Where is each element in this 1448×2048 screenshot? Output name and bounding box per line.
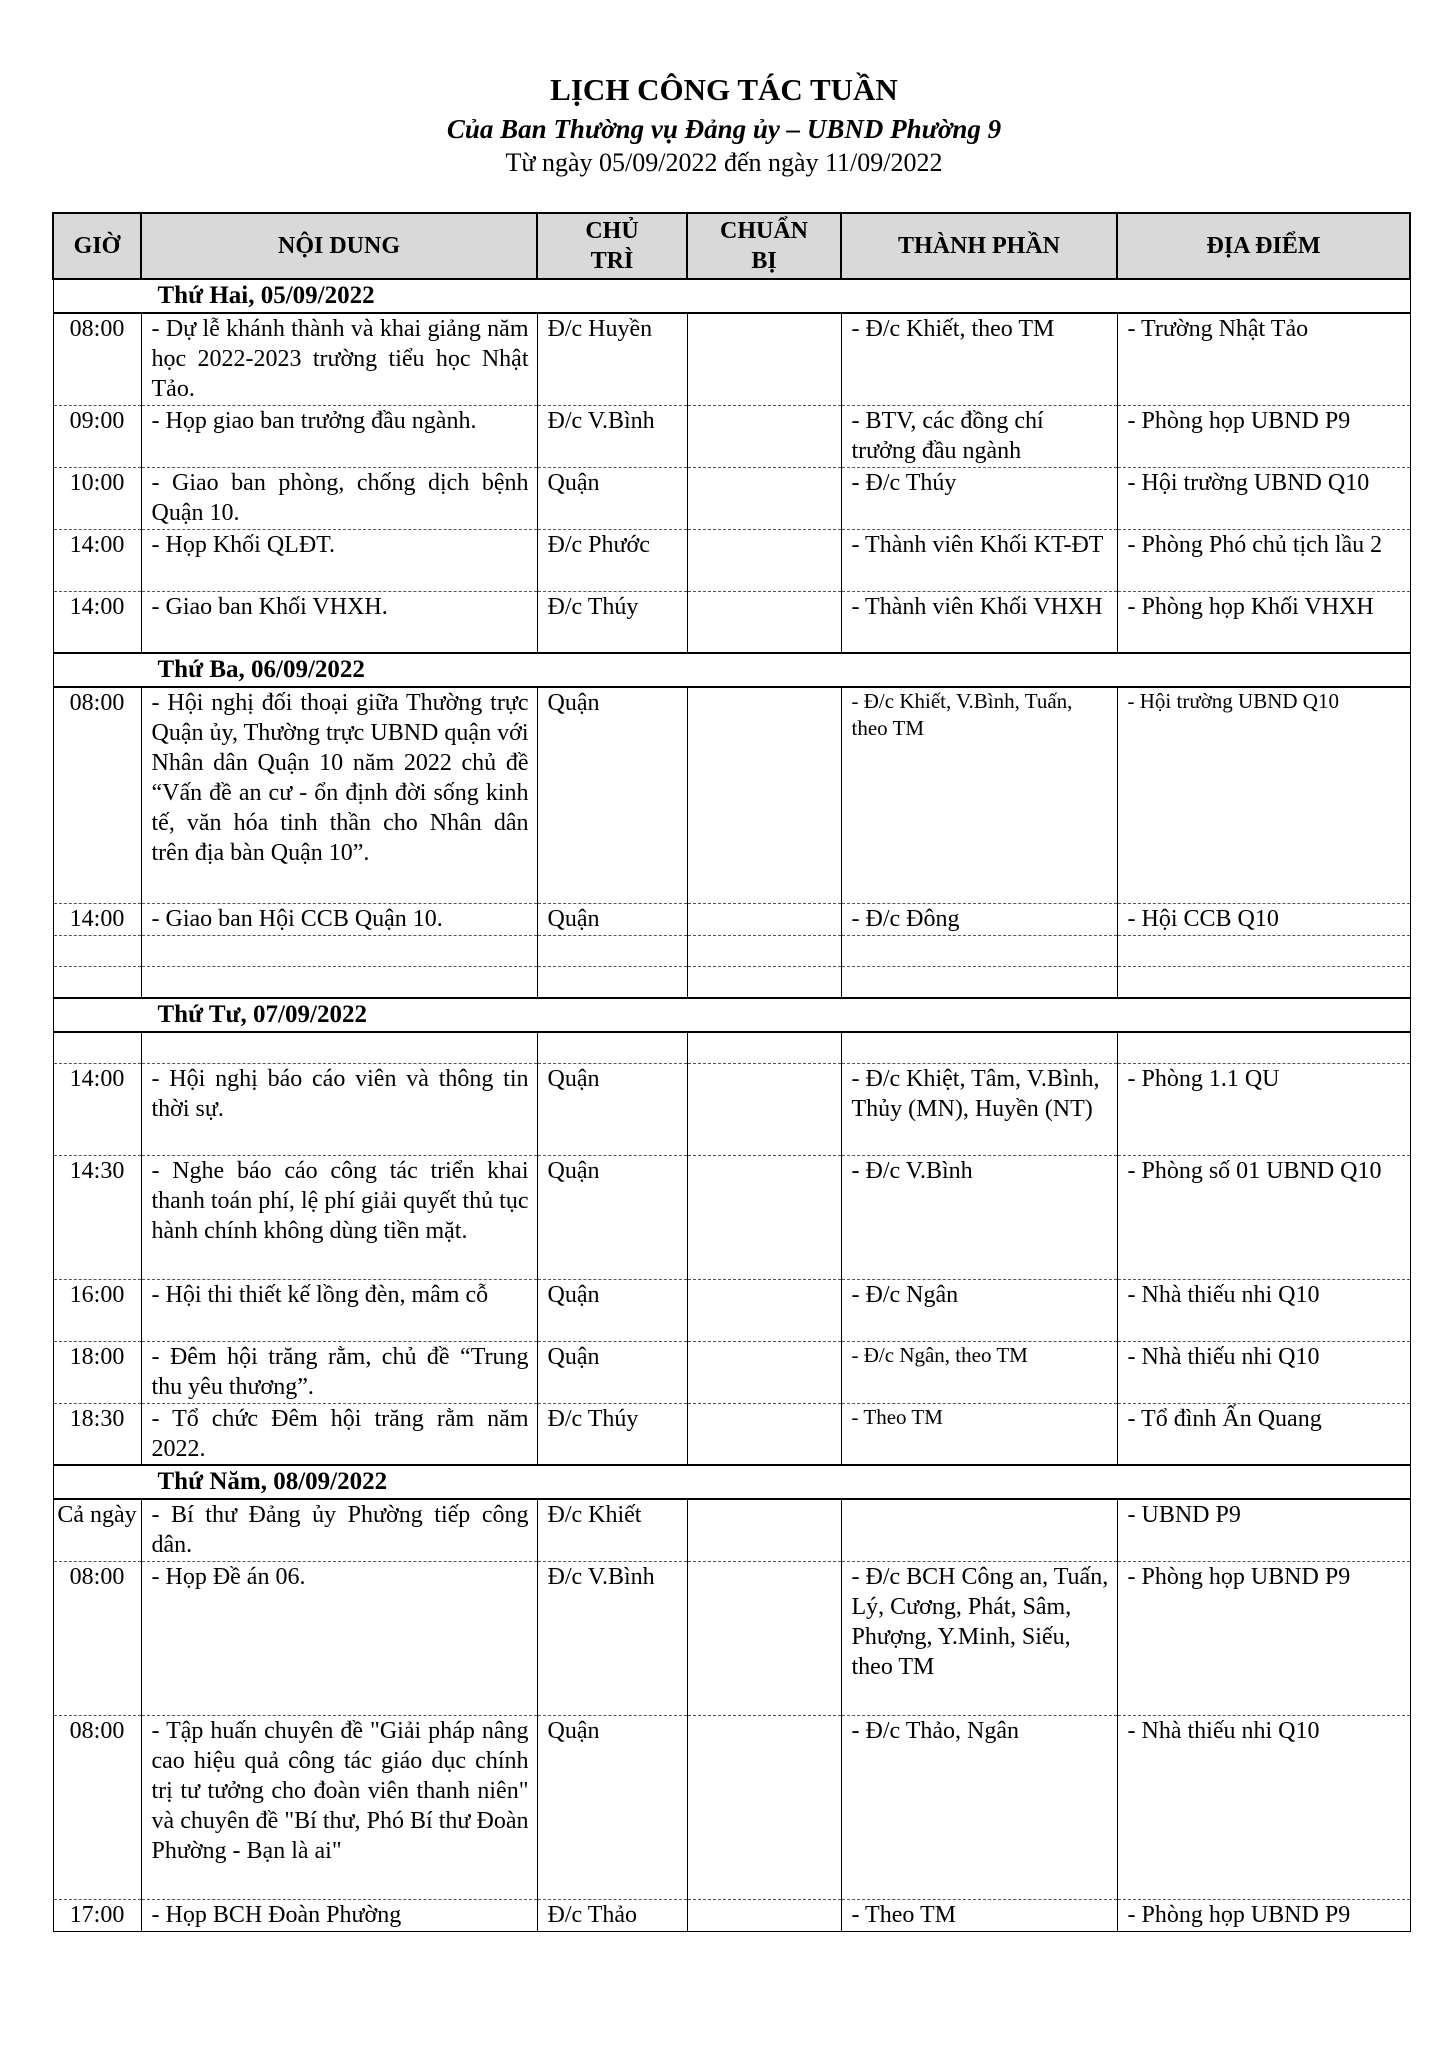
event-chair: Quận [537, 1155, 687, 1279]
event-row [53, 529, 1410, 591]
event-row [53, 1403, 1410, 1465]
col-header-prepare [687, 213, 841, 279]
day-row-monday [53, 279, 1410, 313]
day-label: Thứ Ba, 06/09/2022 [53, 653, 1410, 687]
event-content: - Tập huấn chuyên đề "Giải pháp nâng cao hiệu quả công tác giáo dục chính trị tư tưởng cho đoàn viên thanh niên" và chuyên đề "Bí thư, Phó Bí thư Đoàn Phường - Bạn là ai" [141, 1715, 537, 1899]
event-participants: - Đ/c Khiết, V.Bình, Tuấn, theo TM [841, 687, 1117, 903]
event-time: 14:00 [53, 591, 141, 653]
event-row [53, 1499, 1410, 1561]
event-location: - Phòng họp Khối VHXH [1117, 591, 1410, 653]
event-prepare [687, 1499, 841, 1561]
event-participants: - Đ/c V.Bình [841, 1155, 1117, 1279]
event-prepare [687, 1403, 841, 1465]
document-title: LỊCH CÔNG TÁC TUẦN [550, 72, 898, 107]
day-label: Thứ Năm, 08/09/2022 [53, 1465, 1410, 1499]
empty-row [53, 935, 1410, 966]
event-participants: - Đ/c Ngân, theo TM [841, 1341, 1117, 1403]
event-content: - Họp BCH Đoàn Phường [141, 1899, 537, 1931]
event-location: - Nhà thiếu nhi Q10 [1117, 1341, 1410, 1403]
event-location: - Hội CCB Q10 [1117, 903, 1410, 935]
col-header-participants: THÀNH PHẦN [841, 213, 1117, 279]
event-prepare [687, 405, 841, 467]
event-location: - Phòng họp UBND P9 [1117, 1899, 1410, 1931]
event-location: - UBND P9 [1117, 1499, 1410, 1561]
event-participants: - Đ/c BCH Công an, Tuấn, Lý, Cương, Phát, Sâm, Phượng, Y.Minh, Siếu, theo TM [841, 1561, 1117, 1715]
event-row [53, 687, 1410, 903]
event-time: 14:00 [53, 903, 141, 935]
event-chair: Quận [537, 687, 687, 903]
event-chair: Đ/c Khiết [537, 1499, 687, 1561]
event-prepare [687, 1279, 841, 1341]
event-participants: - BTV, các đồng chí trưởng đầu ngành [841, 405, 1117, 467]
event-row [53, 1155, 1410, 1279]
event-row [53, 1899, 1410, 1931]
event-row [53, 1341, 1410, 1403]
event-time: 18:30 [53, 1403, 141, 1465]
col-header-prepare-line1: CHUẨN [720, 218, 808, 244]
event-prepare [687, 313, 841, 405]
event-chair: Đ/c Huyền [537, 313, 687, 405]
event-content: - Nghe báo cáo công tác triển khai thanh toán phí, lệ phí giải quyết thủ tục hành chính không dùng tiền mặt. [141, 1155, 537, 1279]
event-content: - Họp Đề án 06. [141, 1561, 537, 1715]
event-chair: Đ/c Phước [537, 529, 687, 591]
event-row [53, 467, 1410, 529]
event-content: - Hội thi thiết kế lồng đèn, mâm cỗ [141, 1279, 537, 1341]
event-prepare [687, 1155, 841, 1279]
event-participants: - Theo TM [841, 1403, 1117, 1465]
event-row [53, 1063, 1410, 1155]
event-time: 08:00 [53, 1715, 141, 1899]
event-time: 08:00 [53, 313, 141, 405]
event-location: - Phòng 1.1 QU [1117, 1063, 1410, 1155]
event-row [53, 903, 1410, 935]
event-participants: - Đ/c Thúy [841, 467, 1117, 529]
event-time: 09:00 [53, 405, 141, 467]
event-participants [841, 1499, 1117, 1561]
event-time: 17:00 [53, 1899, 141, 1931]
event-location: - Hội trường UBND Q10 [1117, 467, 1410, 529]
event-time: 14:30 [53, 1155, 141, 1279]
event-chair: Quận [537, 467, 687, 529]
event-row [53, 313, 1410, 405]
event-row [53, 1715, 1410, 1899]
event-participants: - Thành viên Khối KT-ĐT [841, 529, 1117, 591]
event-participants: - Đ/c Khiệt, Tâm, V.Bình, Thủy (MN), Huyền (NT) [841, 1063, 1117, 1155]
event-location: - Phòng họp UBND P9 [1117, 405, 1410, 467]
col-header-prepare-line2: BỊ [751, 248, 777, 274]
event-content: - Tổ chức Đêm hội trăng rằm năm 2022. [141, 1403, 537, 1465]
event-location: - Hội trường UBND Q10 [1117, 687, 1410, 903]
event-location: - Tổ đình Ấn Quang [1117, 1403, 1410, 1465]
event-time: 14:00 [53, 529, 141, 591]
event-time: Cả ngày [53, 1499, 141, 1561]
col-header-location: ĐỊA ĐIỂM [1117, 213, 1410, 279]
event-chair: Đ/c V.Bình [537, 1561, 687, 1715]
event-time: 08:00 [53, 687, 141, 903]
event-location: - Nhà thiếu nhi Q10 [1117, 1715, 1410, 1899]
event-row [53, 591, 1410, 653]
event-chair: Quận [537, 903, 687, 935]
event-chair: Đ/c Thảo [537, 1899, 687, 1931]
event-location: - Phòng Phó chủ tịch lầu 2 [1117, 529, 1410, 591]
day-row-wednesday [53, 998, 1410, 1032]
col-header-chair-line1: CHỦ [585, 218, 639, 244]
event-participants: - Đ/c Ngân [841, 1279, 1117, 1341]
col-header-chair-line2: TRÌ [590, 248, 634, 274]
col-header-content: NỘI DUNG [141, 213, 537, 279]
event-content: - Dự lễ khánh thành và khai giảng năm học 2022-2023 trường tiểu học Nhật Tảo. [141, 313, 537, 405]
event-prepare [687, 1561, 841, 1715]
event-chair: Đ/c Thúy [537, 591, 687, 653]
event-content: - Hội nghị báo cáo viên và thông tin thời sự. [141, 1063, 537, 1155]
event-row [53, 405, 1410, 467]
event-prepare [687, 1063, 841, 1155]
schedule-table [52, 212, 1411, 1932]
event-content: - Giao ban Khối VHXH. [141, 591, 537, 653]
table-header-row [53, 213, 1410, 279]
event-participants: - Đ/c Đông [841, 903, 1117, 935]
event-prepare [687, 687, 841, 903]
event-chair: Quận [537, 1715, 687, 1899]
event-location: - Phòng số 01 UBND Q10 [1117, 1155, 1410, 1279]
event-prepare [687, 591, 841, 653]
event-row [53, 1561, 1410, 1715]
event-prepare [687, 1899, 841, 1931]
event-time: 10:00 [53, 467, 141, 529]
event-chair: Đ/c Thúy [537, 1403, 687, 1465]
event-content: - Họp giao ban trưởng đầu ngành. [141, 405, 537, 467]
col-header-time: GIỜ [53, 213, 141, 279]
event-participants: - Đ/c Thảo, Ngân [841, 1715, 1117, 1899]
event-prepare [687, 467, 841, 529]
event-chair: Quận [537, 1341, 687, 1403]
event-content: - Bí thư Đảng ủy Phường tiếp công dân. [141, 1499, 537, 1561]
event-participants: - Thành viên Khối VHXH [841, 591, 1117, 653]
event-time: 08:00 [53, 1561, 141, 1715]
event-time: 16:00 [53, 1279, 141, 1341]
event-content: - Hội nghị đối thoại giữa Thường trực Quận ủy, Thường trực UBND quận với Nhân dân Quận 10 năm 2022 chủ đề “Vấn đề an cư - ổn định đời sống kinh tế, văn hóa tinh thần cho Nhân dân trên địa bàn Quận 10”. [141, 687, 537, 903]
event-location: - Nhà thiếu nhi Q10 [1117, 1279, 1410, 1341]
event-row [53, 1279, 1410, 1341]
event-prepare [687, 1715, 841, 1899]
event-chair: Quận [537, 1279, 687, 1341]
event-location: - Trường Nhật Tảo [1117, 313, 1410, 405]
event-prepare [687, 1341, 841, 1403]
empty-row [53, 1032, 1410, 1064]
event-participants: - Đ/c Khiết, theo TM [841, 313, 1117, 405]
document-subtitle: Của Ban Thường vụ Đảng ủy – UBND Phường 9 [446, 114, 1002, 144]
day-row-thursday [53, 1465, 1410, 1499]
event-chair: Quận [537, 1063, 687, 1155]
event-time: 18:00 [53, 1341, 141, 1403]
event-content: - Họp Khối QLĐT. [141, 529, 537, 591]
day-row-tuesday [53, 653, 1410, 687]
event-location: - Phòng họp UBND P9 [1117, 1561, 1410, 1715]
day-label: Thứ Hai, 05/09/2022 [53, 279, 1410, 313]
event-time: 14:00 [53, 1063, 141, 1155]
event-content: - Đêm hội trăng rằm, chủ đề “Trung thu yêu thương”. [141, 1341, 537, 1403]
event-chair: Đ/c V.Bình [537, 405, 687, 467]
col-header-chair [537, 213, 687, 279]
event-content: - Giao ban phòng, chống dịch bệnh Quận 10. [141, 467, 537, 529]
empty-row [53, 966, 1410, 998]
date-range: Từ ngày 05/09/2022 đến ngày 11/09/2022 [505, 148, 943, 177]
day-label: Thứ Tư, 07/09/2022 [53, 998, 1410, 1032]
event-prepare [687, 529, 841, 591]
event-participants: - Theo TM [841, 1899, 1117, 1931]
event-content: - Giao ban Hội CCB Quận 10. [141, 903, 537, 935]
event-prepare [687, 903, 841, 935]
